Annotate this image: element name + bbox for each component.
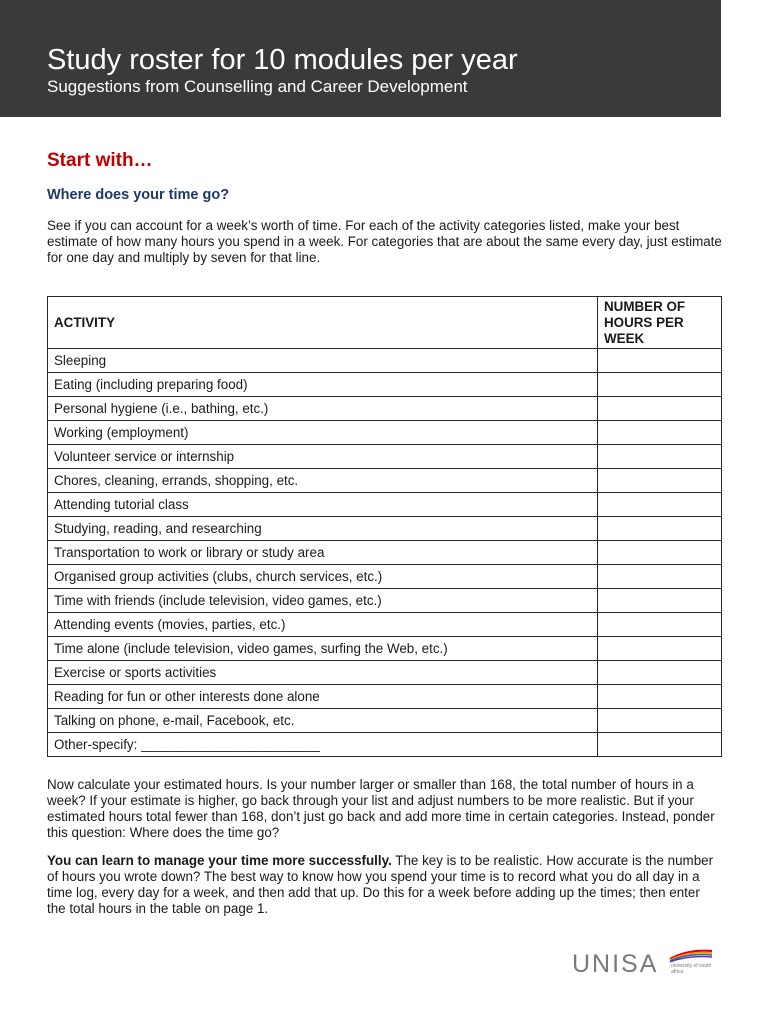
document-subtitle: Suggestions from Counselling and Career Development <box>47 77 468 96</box>
table-row <box>48 637 722 661</box>
hours-cell[interactable] <box>598 397 722 421</box>
table-header-row <box>48 297 722 349</box>
table-row <box>48 613 722 637</box>
document-title: Study roster for 10 modules per year <box>47 44 518 76</box>
logo-wordmark: UNISA <box>572 950 659 978</box>
hours-cell[interactable] <box>598 517 722 541</box>
hours-column-header: NUMBER OF HOURS PER WEEK <box>598 297 722 349</box>
hours-cell[interactable] <box>598 445 722 469</box>
table-row <box>48 565 722 589</box>
table-row <box>48 589 722 613</box>
hours-cell[interactable] <box>598 373 722 397</box>
activity-cell: Volunteer service or internship <box>48 445 598 469</box>
unisa-logo <box>572 947 722 979</box>
activity-cell: Other-specify: ________________________ <box>48 733 598 757</box>
table-row <box>48 445 722 469</box>
table-row <box>48 469 722 493</box>
activity-cell: Reading for fun or other interests done alone <box>48 685 598 709</box>
activity-cell: Exercise or sports activities <box>48 661 598 685</box>
hours-cell[interactable] <box>598 469 722 493</box>
activity-cell: Chores, cleaning, errands, shopping, etc. <box>48 469 598 493</box>
manage-rest: The key is to be realistic. How accurate is the number of hours you wrote down? The best way to know how you spend your time is to record what you do all day in a time log, every day for a week, and then add that up. Do this for a week before adding up the times; then enter the total hours in the table on page 1. <box>47 853 714 916</box>
hours-cell[interactable] <box>598 493 722 517</box>
hours-cell[interactable] <box>598 349 722 373</box>
hours-cell[interactable] <box>598 637 722 661</box>
activity-cell: Sleeping <box>48 349 598 373</box>
hours-cell[interactable] <box>598 709 722 733</box>
activity-cell: Eating (including preparing food) <box>48 373 598 397</box>
calculate-paragraph: Now calculate your estimated hours. Is your number larger or smaller than 168, the total number of hours in a week? If your estimate is higher, go back through your list and adjust numbers to be more realistic. But if your estimated hours total fewer than 168, don’t just go back and add more time in certain categories. Instead, ponder this question: Where does the time go? <box>47 777 715 840</box>
activity-cell: Personal hygiene (i.e., bathing, etc.) <box>48 397 598 421</box>
activity-rows <box>48 349 722 757</box>
table-row <box>48 541 722 565</box>
hours-cell[interactable] <box>598 613 722 637</box>
hours-cell[interactable] <box>598 421 722 445</box>
activity-cell: Attending tutorial class <box>48 493 598 517</box>
table-row <box>48 397 722 421</box>
activity-cell: Organised group activities (clubs, church services, etc.) <box>48 565 598 589</box>
activity-cell: Working (employment) <box>48 421 598 445</box>
table-row <box>48 373 722 397</box>
hours-cell[interactable] <box>598 661 722 685</box>
document-body <box>47 150 722 917</box>
activity-cell: Transportation to work or library or study area <box>48 541 598 565</box>
start-heading: Start with… <box>47 150 153 171</box>
activity-table <box>47 296 722 757</box>
hours-cell[interactable] <box>598 541 722 565</box>
document-header <box>0 0 721 117</box>
activity-cell: Studying, reading, and researching <box>48 517 598 541</box>
table-row <box>48 421 722 445</box>
activity-cell: Time with friends (include television, video games, etc.) <box>48 589 598 613</box>
manage-bold-lead: You can learn to manage your time more successfully. <box>47 853 392 868</box>
table-row <box>48 493 722 517</box>
where-heading: Where does your time go? <box>47 187 230 203</box>
intro-paragraph: See if you can account for a week’s worth of time. For each of the activity categories listed, make your best estimate of how many hours you spend in a week. For categories that are about the same every day, just estimate for one day and multiply by seven for that line. <box>47 218 722 265</box>
table-row <box>48 517 722 541</box>
hours-cell[interactable] <box>598 685 722 709</box>
hours-cell[interactable] <box>598 565 722 589</box>
table-row <box>48 349 722 373</box>
activity-column-header: ACTIVITY <box>48 297 598 349</box>
hours-cell[interactable] <box>598 589 722 613</box>
table-row <box>48 709 722 733</box>
activity-cell: Talking on phone, e-mail, Facebook, etc. <box>48 709 598 733</box>
table-row <box>48 733 722 757</box>
table-row <box>48 661 722 685</box>
activity-cell: Time alone (include television, video games, surfing the Web, etc.) <box>48 637 598 661</box>
table-row <box>48 685 722 709</box>
activity-cell: Attending events (movies, parties, etc.) <box>48 613 598 637</box>
hours-cell[interactable] <box>598 733 722 757</box>
logo-tagline: university of south africa <box>671 963 712 975</box>
manage-paragraph <box>47 853 722 917</box>
logo-swoosh-icon <box>668 947 714 963</box>
